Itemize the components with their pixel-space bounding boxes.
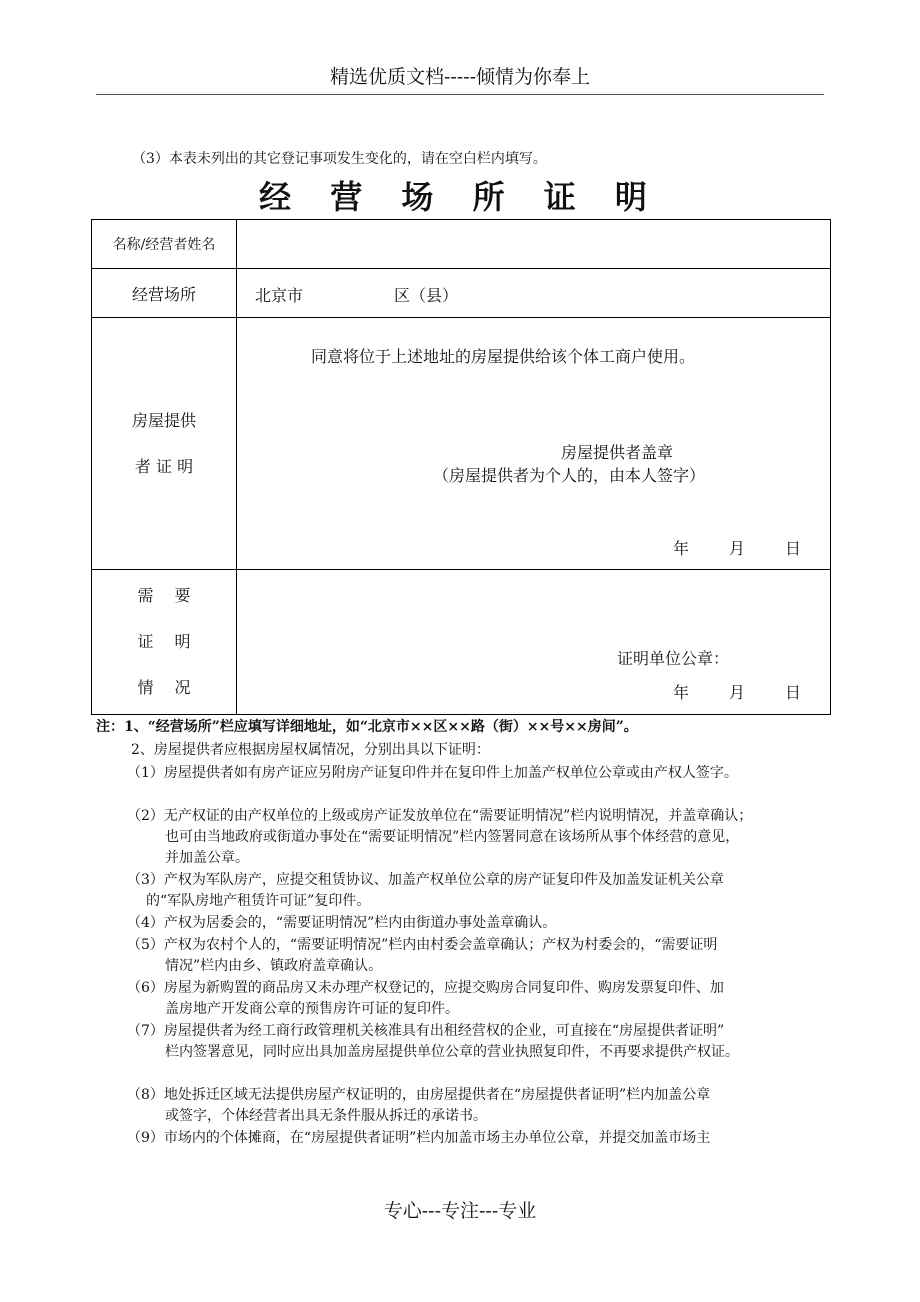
provider-seal-note: （房屋提供者为个人的，由本人签字） — [433, 466, 706, 485]
note-item-6a: （6）房屋为新购置的商品房又未办理产权登记的，应提交购房合同复印件、购房发票复印件、加 — [127, 980, 724, 996]
provider-row — [92, 318, 831, 570]
note-item-8b: 或签字，个体经营者出具无条件服从拆迁的承诺书。 — [165, 1108, 487, 1124]
name-row — [92, 220, 831, 269]
provider-label-line1: 房屋提供 — [131, 410, 196, 430]
note-item-2b: 也可由当地政府或街道办事处在“需要证明情况”栏内签署同意在该场所从事个体经营的意见， — [165, 829, 740, 845]
note-item-5a: （5）产权为农村个人的，“需要证明情况”栏内由村委会盖章确认；产权为村委会的，“需要证明 — [127, 937, 718, 953]
need-label-line1: 需 要 — [137, 586, 191, 605]
unit-seal-text: 证明单位公章： — [617, 649, 730, 668]
need-date-year: 年 — [673, 683, 690, 702]
place-row — [92, 269, 831, 318]
place-city: 北京市 — [255, 286, 304, 305]
name-value-field[interactable] — [237, 220, 831, 269]
pre-note: （3）本表未列出的其它登记事项发生变化的，请在空白栏内填写。 — [132, 151, 547, 167]
page-header: 精选优质文档-----倾情为你奉上 — [329, 66, 591, 88]
note-item-4: （4）产权为居委会的，“需要证明情况”栏内由街道办事处盖章确认。 — [127, 915, 557, 931]
header-rule — [96, 94, 824, 95]
certificate-form-table — [91, 219, 831, 715]
provider-seal-text: 房屋提供者盖章 — [561, 443, 674, 462]
place-value-field[interactable] — [237, 269, 831, 318]
note-item-5b: 情况”栏内由乡、镇政府盖章确认。 — [165, 958, 383, 974]
need-label-line2: 证 明 — [137, 632, 191, 651]
name-label: 名称/经营者姓名 — [92, 220, 237, 269]
note-item-9: （9）市场内的个体摊商，在“房屋提供者证明”栏内加盖市场主办单位公章，并提交加盖市场主 — [127, 1130, 711, 1146]
note-item-6b: 盖房地产开发商公章的预售房许可证的复印件。 — [165, 1001, 459, 1017]
need-proof-label — [92, 570, 237, 715]
provider-date-day: 日 — [785, 539, 802, 558]
need-date-month: 月 — [729, 683, 746, 702]
note-1: 注：1、“经营场所”栏应填写详细地址，如“北京市××区××路（街）××号××房间”。 — [96, 719, 638, 735]
note-2: 2、房屋提供者应根据房屋权属情况，分别出具以下证明： — [131, 742, 490, 758]
provider-certification-field[interactable] — [237, 318, 831, 570]
note-item-1: （1）房屋提供者如有房产证应另附房产证复印件并在复印件上加盖产权单位公章或由产权人签字。 — [127, 765, 738, 781]
note-item-2a: （2）无产权证的由产权单位的上级或房产证发放单位在“需要证明情况”栏内说明情况，并盖章确认； — [127, 808, 753, 824]
page-footer: 专心---专注---专业 — [383, 1200, 537, 1222]
note-item-2c: 并加盖公章。 — [165, 850, 249, 866]
note-item-3b: 的“军队房地产租赁许可证”复印件。 — [146, 893, 371, 909]
note-item-8a: （8）地处拆迁区域无法提供房屋产权证明的，由房屋提供者在“房屋提供者证明”栏内加盖公章 — [127, 1087, 711, 1103]
need-label-line3: 情 况 — [137, 678, 191, 697]
provider-label — [92, 318, 237, 570]
need-proof-row — [92, 570, 831, 715]
place-label: 经营场所 — [92, 269, 237, 318]
note-item-3a: （3）产权为军队房产，应提交租赁协议、加盖产权单位公章的房产证复印件及加盖发证机关公章 — [127, 872, 724, 888]
need-proof-field[interactable] — [237, 570, 831, 715]
place-district: 区（县） — [394, 286, 459, 305]
provider-consent-text: 同意将位于上述地址的房屋提供给该个体工商户使用。 — [311, 347, 696, 366]
provider-label-line2: 者 证 明 — [134, 456, 194, 476]
provider-date-year: 年 — [673, 539, 690, 558]
note-item-7b: 栏内签署意见，同时应出具加盖房屋提供单位公章的营业执照复印件，不再要求提供产权证。 — [165, 1044, 739, 1060]
need-date-day: 日 — [785, 683, 802, 702]
note-item-7a: （7）房屋提供者为经工商行政管理机关核准具有出租经营权的企业，可直接在“房屋提供者证明” — [127, 1023, 725, 1039]
provider-date-month: 月 — [729, 539, 746, 558]
form-title: 经 营 场 所 证 明 — [259, 178, 661, 216]
